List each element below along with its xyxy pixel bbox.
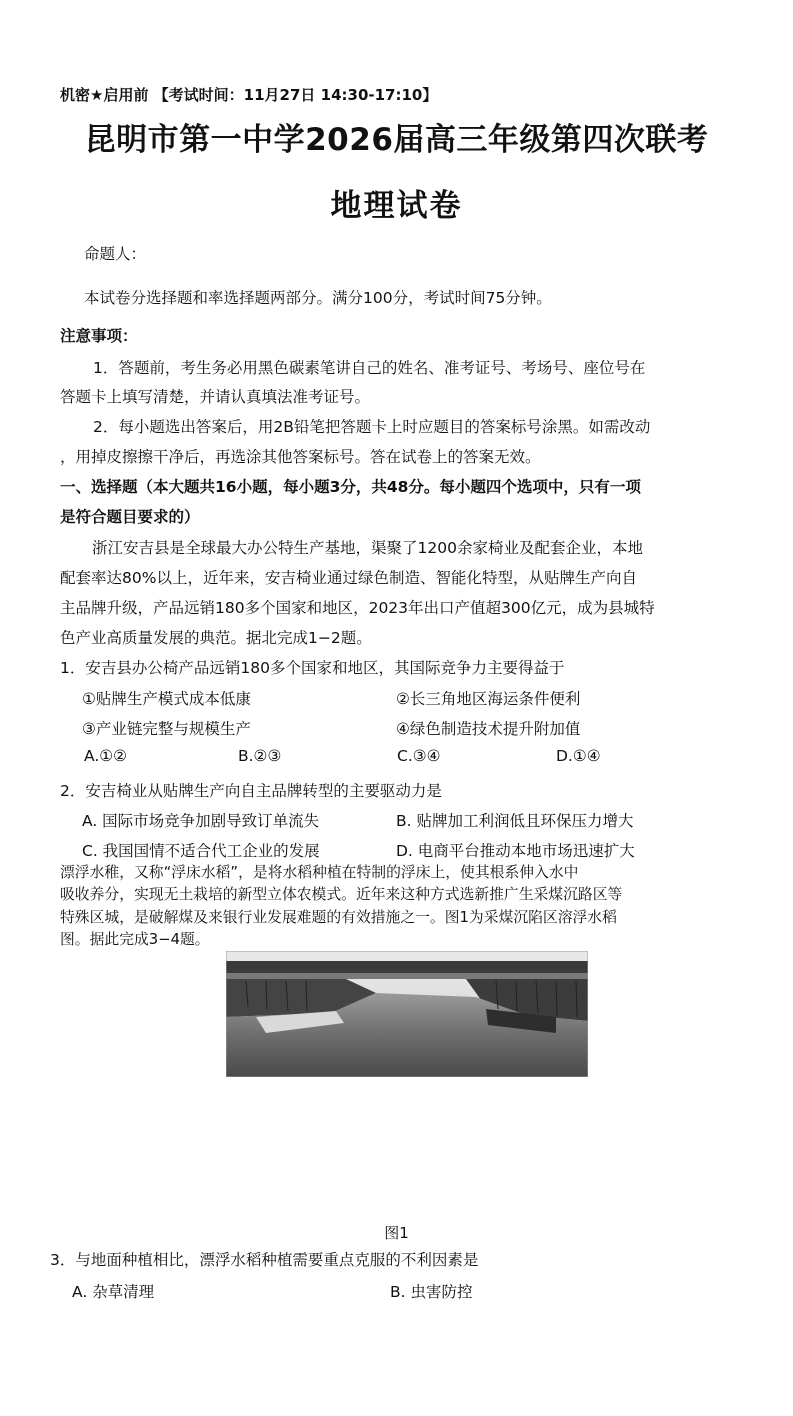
question-3-option-b: B. 虫害防控 — [390, 1283, 473, 1301]
question-2-option-c: C. 我国国情不适合代工企业的发展 — [82, 842, 320, 860]
question-1-option-c: C.③④ — [397, 747, 441, 765]
question-1-statement-3: ③产业链完整与规模生产 — [82, 720, 251, 738]
question-3-option-a: A. 杂草清理 — [72, 1283, 155, 1301]
question-2-option-b: B. 贴牌加工利润低且环保压力增大 — [396, 812, 634, 830]
exam-title: 昆明市第一中学2026届高三年级第四次联考 — [84, 122, 709, 158]
section-heading-line-1: 一、选择题（本大题共16小题，每小题3分，共48分。每小题四个选项中，只有一项 — [60, 478, 641, 496]
note-2-line-2: ，用掉皮擦擦干净后，再选涂其他答案标号。答在试卷上的答案无效。 — [60, 448, 541, 466]
passage-1-line-2: 配套率达80%以上，近年来，安吉椅业通过绿色制造、智能化特型，从贴牌生产向自 — [60, 569, 637, 587]
question-2-stem: 2．安吉椅业从贴牌生产向自主品牌转型的主要驱动力是 — [60, 782, 442, 800]
question-2-option-a: A. 国际市场竞争加剧导致订单流失 — [82, 812, 320, 830]
section-heading-line-2: 是符合题目要求的） — [60, 508, 200, 526]
question-1-statement-1: ①贴牌生产模式成本低康 — [82, 690, 251, 708]
passage-2-line-2: 吸收养分，实现无土栽培的新型立体农模式。近年来这种方式选新推广生采煤沉路区等 — [60, 886, 623, 903]
passage-2-line-1: 漂浮水稚，又称“浮床水稻”，是将水稻种植在特制的浮床上，使其根系伸入水中 — [60, 864, 579, 881]
question-3-stem: 3．与地面种植相比，漂浮水稻种植需要重点克服的不利因素是 — [50, 1251, 479, 1269]
notes-heading: 注意事项： — [60, 327, 138, 345]
question-1-statement-4: ④绿色制造技术提升附加值 — [396, 720, 581, 738]
passage-1-line-1: 浙江安吉县是全球最大办公特生产基地，渠聚了1200余家椅业及配套企业，本地 — [92, 539, 643, 557]
exam-intro: 本试卷分选择题和率选择题两部分。满分100分，考试时间75分钟。 — [84, 289, 552, 307]
exam-subject: 地理试卷 — [330, 188, 463, 224]
author-label: 命题人： — [84, 245, 147, 263]
passage-2-line-4: 图。据此完成3−4题。 — [60, 931, 210, 948]
question-1-stem: 1．安吉县办公椅产品远销180多个国家和地区，其国际竞争力主要得益于 — [60, 659, 565, 677]
question-1-statement-2: ②长三角地区海运条件便利 — [396, 690, 581, 708]
question-1-option-d: D.①④ — [556, 747, 601, 765]
confidential-header: 机密★启用前 【考试时间：11月27日 14:30-17:10】 — [60, 86, 438, 104]
note-1-line-1: 1．答题前，考生务必用黑色碳素笔讲自己的姓名、准考证号、考场号、座位号在 — [93, 359, 646, 377]
figure-caption: 图1 — [384, 1224, 409, 1242]
passage-1-line-3: 主品牌升级，产品远销180多个国家和地区，2023年出口产值超300亿元，成为县城特 — [60, 599, 655, 617]
floating-rice-photo — [226, 951, 588, 1077]
passage-2-line-3: 特殊区城，是破解煤及来银行业发展难题的有效措施之一。图1为采煤沉陷区溶浮水稻 — [60, 909, 617, 926]
passage-1-line-4: 色产业高质量发展的典范。据北完成1−2题。 — [60, 629, 372, 647]
note-2-line-1: 2．每小题选出答案后，用2B铅笔把答题卡上时应题目的答案标号涂黑。如需改动 — [93, 418, 651, 436]
question-1-option-a: A.①② — [84, 747, 128, 765]
question-1-option-b: B.②③ — [238, 747, 282, 765]
question-2-option-d: D. 电商平台推动本地市场迅速扩大 — [396, 842, 635, 860]
note-1-line-2: 答题卡上填写清楚，并请认真填法准考证号。 — [60, 388, 371, 406]
